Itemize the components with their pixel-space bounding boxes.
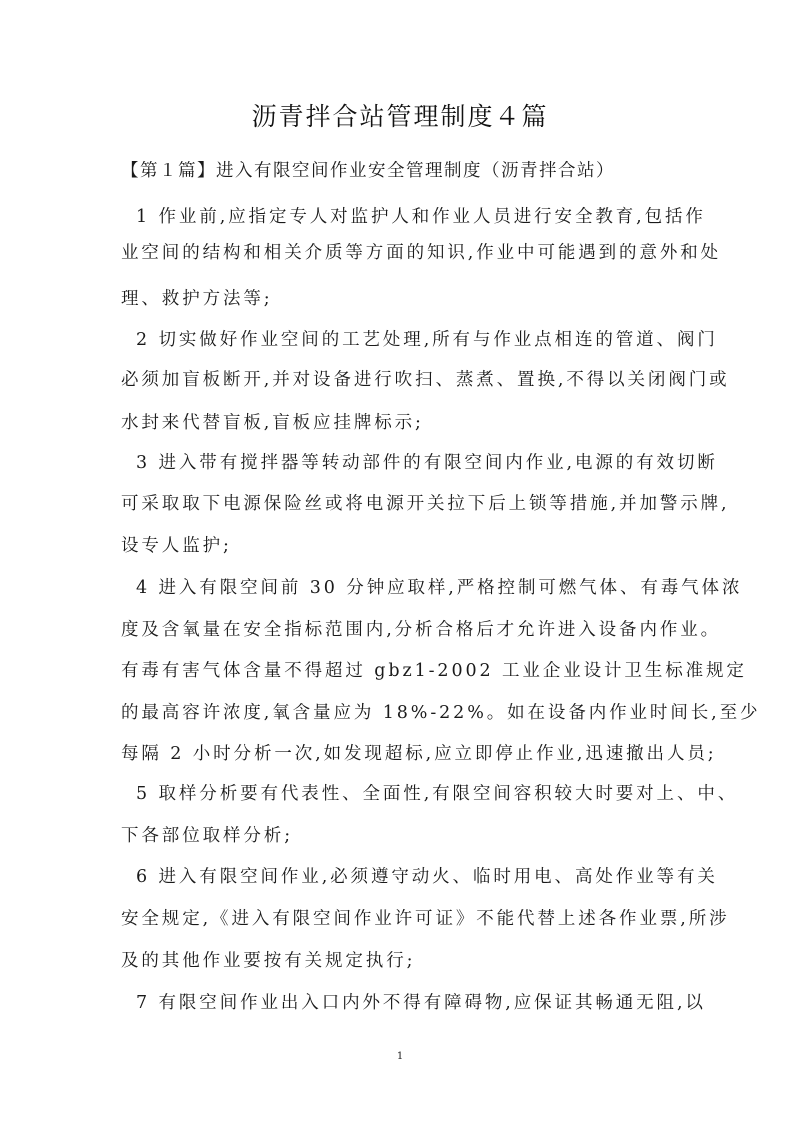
paragraph-line: 业空间的结构和相关介质等方面的知识,作业中可能遇到的意外和处 (121, 243, 722, 263)
paragraph-line: 每隔 2 小时分析一次,如发现超标,应立即停止作业,迅速撤出人员; (121, 744, 717, 764)
page-number: 1 (396, 1051, 404, 1062)
paragraph-line: 下各部位取样分析; (121, 826, 293, 846)
paragraph-line: 有毒有害气体含量不得超过 gbz1-2002 工业企业设计卫生标准规定 (121, 661, 747, 681)
paragraph-line: 设专人监护; (121, 536, 232, 556)
paragraph-line: 7 有限空间作业出入口内外不得有障碍物,应保证其畅通无阻,以 (136, 993, 706, 1013)
paragraph-line: 水封来代替盲板,盲板应挂牌标示; (121, 413, 424, 433)
paragraph-line: 5 取样分析要有代表性、全面性,有限空间容积较大时要对上、中、 (136, 784, 739, 804)
paragraph-line: 3 进入带有搅拌器等转动部件的有限空间内作业,电源的有效切断 (136, 453, 718, 473)
paragraph-line: 6 进入有限空间作业,必须遵守动火、临时用电、高处作业等有关 (136, 867, 718, 887)
paragraph-line: 安全规定,《进入有限空间作业许可证》不能代替上述各作业票,所涉 (121, 909, 730, 929)
paragraph-line: 的最高容许浓度,氧含量应为 18%-22%。如在设备内作业时间长,至少 (121, 703, 761, 723)
paragraph-line: 及的其他作业要按有关规定执行; (121, 951, 416, 971)
paragraph-line: 2 切实做好作业空间的工艺处理,所有与作业点相连的管道、阀门 (136, 330, 718, 350)
paragraph-line: 理、救护方法等; (121, 289, 273, 309)
paragraph-line: 必须加盲板断开,并对设备进行吹扫、蒸煮、置换,不得以关闭阀门或 (121, 370, 730, 390)
paragraph-line: 1 作业前,应指定专人对监护人和作业人员进行安全教育,包括作 (136, 207, 706, 227)
paragraph-line: 度及含氧量在安全指标范围内,分析合格后才允许进入设备内作业。 (121, 620, 722, 640)
paragraph-line: 4 进入有限空间前 30 分钟应取样,严格控制可燃气体、有毒气体浓 (136, 578, 743, 598)
paragraph-line: 可采取取下电源保险丝或将电源开关拉下后上锁等措施,并加警示牌, (121, 494, 730, 514)
section-heading: 【第１篇】进入有限空间作业安全管理制度（沥青拌合站） (121, 161, 615, 181)
document-title: 沥青拌合站管理制度４篇 (251, 102, 549, 131)
